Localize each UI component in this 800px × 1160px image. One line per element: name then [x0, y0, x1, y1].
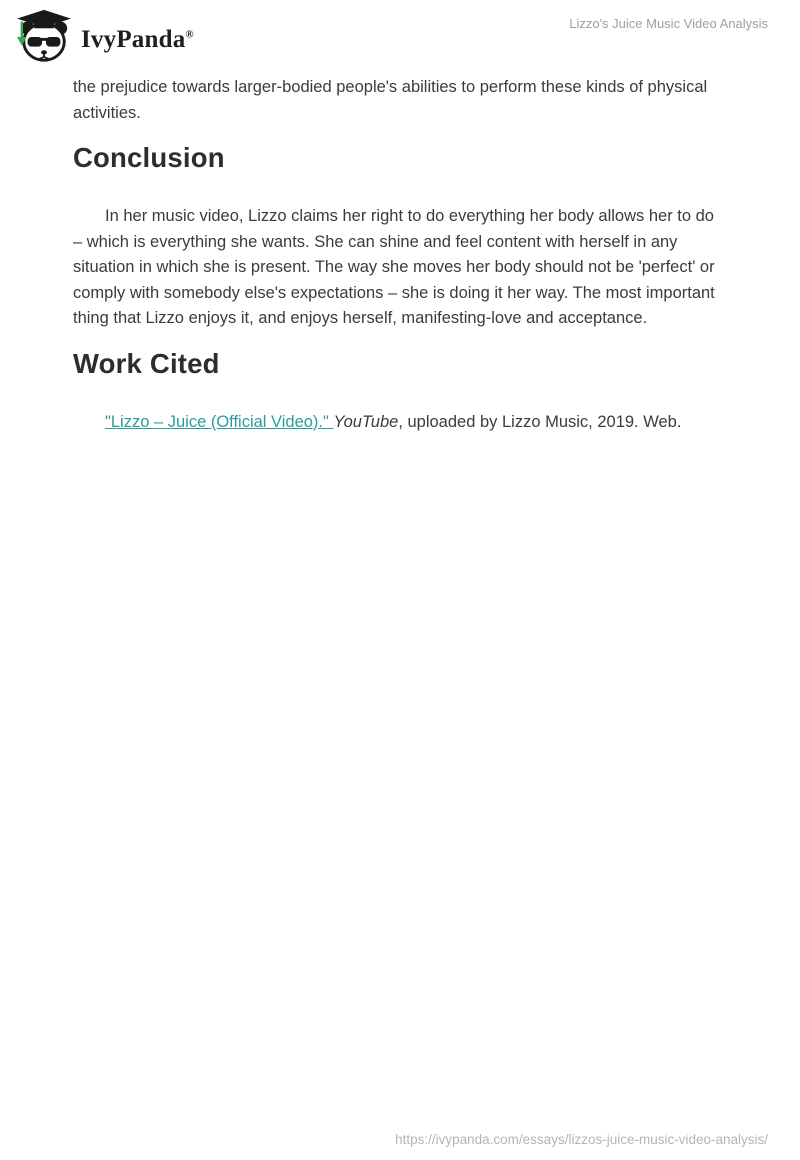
running-head-title: Lizzo's Juice Music Video Analysis: [569, 16, 768, 31]
citation-link[interactable]: "Lizzo – Juice (Official Video).": [105, 412, 334, 431]
essay-body: [73, 75, 727, 435]
citation-source-name: YouTube: [333, 412, 399, 431]
conclusion-paragraph: In her music video, Lizzo claims her right to do everything her body allows her to do – which is everything she wants. She can shine and feel content with herself in any situation in which she is present. The way she moves her body should not be 'perfect' or comply with somebody else's expectations – she is doing it her way. The most important thing that Lizzo enjoys it, and enjoys herself, manifesting-love and acceptance.: [73, 207, 715, 327]
ivypanda-logo: [15, 8, 194, 64]
conclusion-heading: Conclusion: [73, 142, 225, 173]
page-header: [0, 0, 800, 62]
panda-graduate-icon: [15, 8, 73, 64]
citation-details: , uploaded by Lizzo Music, 2019. Web.: [398, 412, 682, 431]
citation-entry: [73, 410, 727, 436]
paragraph-continuation: the prejudice towards larger-bodied people's abilities to perform these kinds of physical activities.: [73, 78, 708, 122]
registered-trademark: ®: [185, 28, 194, 41]
work-cited-heading: Work Cited: [73, 347, 220, 379]
footer-source-url: https://ivypanda.com/essays/lizzos-juice-music-video-analysis/: [395, 1132, 768, 1147]
brand-wordmark: IvyPanda®: [81, 25, 194, 53]
